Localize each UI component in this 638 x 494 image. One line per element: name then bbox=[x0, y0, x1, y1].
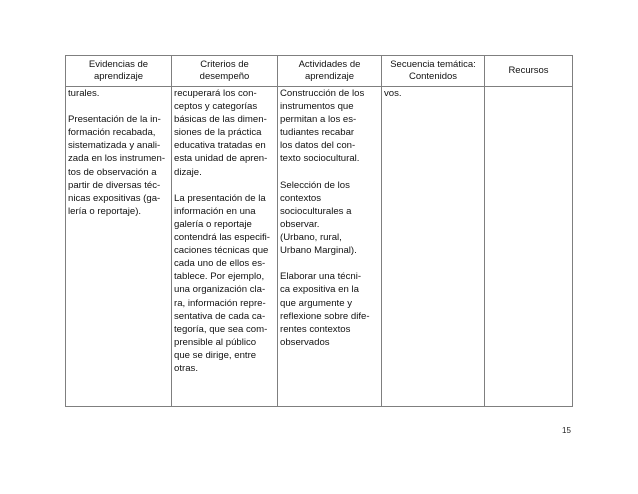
planning-table bbox=[65, 55, 573, 407]
header-secuencia: Secuencia temática: Contenidos bbox=[382, 56, 485, 87]
cell-secuencia: vos. bbox=[382, 87, 485, 407]
header-recursos: Recursos bbox=[485, 56, 573, 87]
table-row bbox=[66, 87, 573, 407]
cell-criterios: recuperará los con- ceptos y categorías básicas de las dimen- siones de la práctica educativa tratadas en esta unidad de apren- dizaje. La presentación de la información en una galería o reportaje contendrá las especifi- caciones técnicas que cada uno de ellos es- tablece. Por ejemplo, una organización cla- ra, información repre- sentativa de cada ca- tegoría, que sea com- prensible al público que se dirige, entre otras. bbox=[172, 87, 278, 407]
page-number: 15 bbox=[562, 426, 571, 435]
cell-evidencias: turales. Presentación de la in- formación recabada, sistematizada y anali- zada en los instrumen- tos de observación a partir de diversas téc- nicas expositivas (ga- lería o reportaje). bbox=[66, 87, 172, 407]
cell-recursos bbox=[485, 87, 573, 407]
header-actividades: Actividades de aprendizaje bbox=[278, 56, 382, 87]
header-criterios: Criterios de desempeño bbox=[172, 56, 278, 87]
header-evidencias: Evidencias de aprendizaje bbox=[66, 56, 172, 87]
cell-actividades: Construcción de los instrumentos que permitan a los es- tudiantes recabar los datos del con- texto sociocultural. Selección de los contextos socioculturales a observar. (Urbano, rural, Urbano Marginal). Elaborar una técni- ca expositiva en la que argumente y reflexione sobre dife- rentes contextos observados bbox=[278, 87, 382, 407]
table-header-row bbox=[66, 56, 573, 87]
